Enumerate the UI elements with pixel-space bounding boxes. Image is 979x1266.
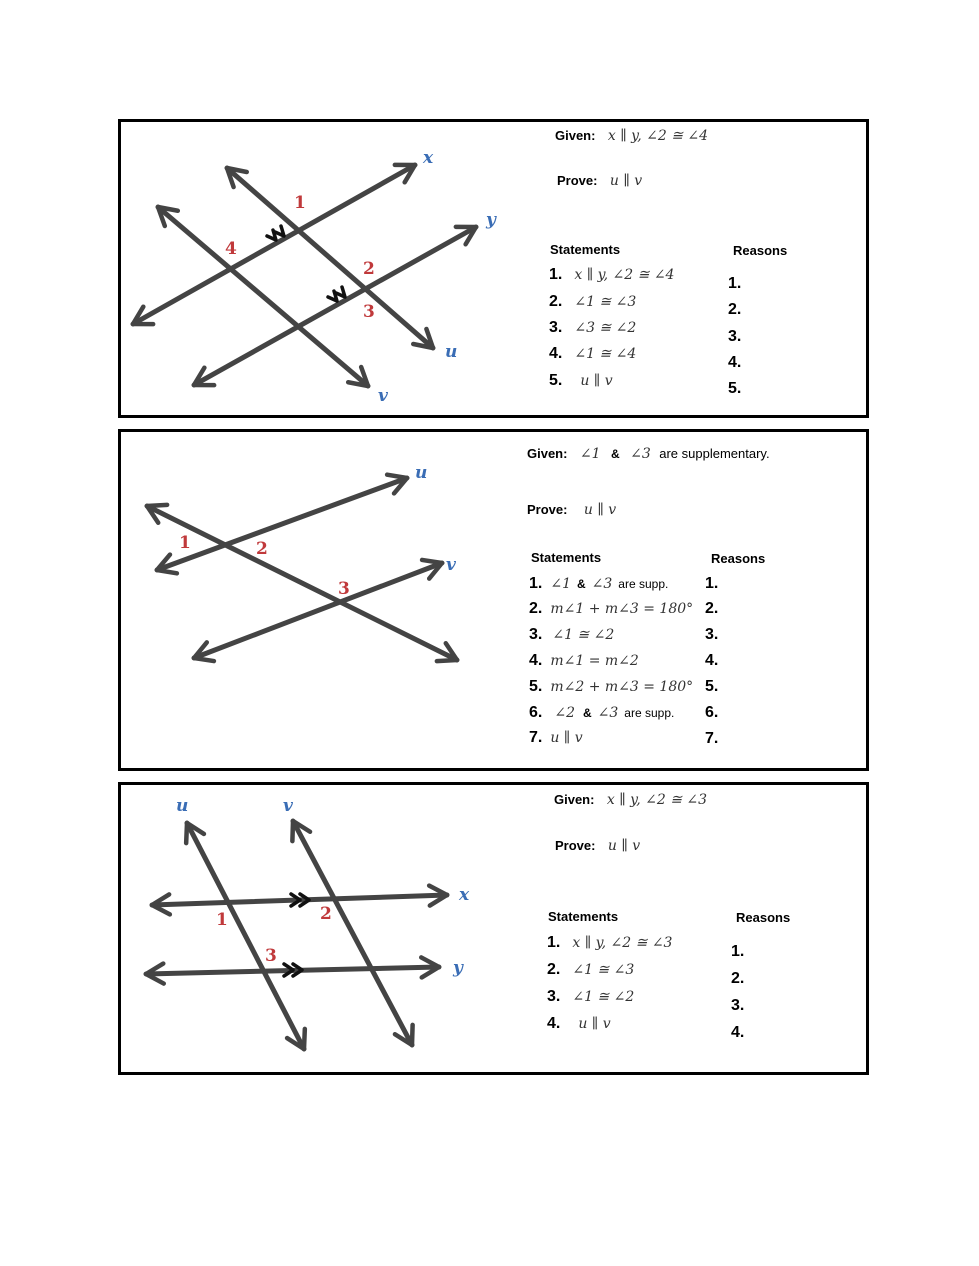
reason-row: 5. (705, 678, 719, 695)
reason-row: 1. (728, 275, 742, 292)
line-label-u: u (415, 463, 428, 483)
statement-row: 7. u ∥ v (529, 729, 583, 746)
angle-label-2: 2 (320, 904, 332, 924)
reason-row: 4. (731, 1024, 745, 1041)
reasons-header: Reasons (711, 551, 766, 566)
prove-text: u ∥ v (609, 173, 643, 189)
reason-row: 1. (731, 943, 745, 960)
reason-row: 3. (728, 328, 742, 345)
proof-panel-3 (118, 782, 869, 1075)
line-u (187, 823, 304, 1049)
figure-1 (121, 122, 541, 415)
line-label-x: x (459, 885, 470, 905)
statement-row: 3. ∠1 ≅ ∠2 (529, 626, 615, 643)
given-3 (554, 791, 707, 809)
line-label-y: y (486, 210, 496, 230)
proof-panel-2 (118, 429, 869, 771)
statement-row: 6. ∠2 & ∠3 are supp. (529, 704, 675, 721)
angle-label-1: 1 (294, 193, 306, 213)
reasons-header: Reasons (736, 910, 791, 925)
given-label: Given: (554, 792, 595, 807)
angle-label-4: 4 (225, 239, 237, 259)
statement-row: 2. m∠1 + m∠3 = 180° (529, 600, 694, 617)
prove-3 (555, 837, 640, 855)
line-x (133, 165, 415, 324)
given-label: Given: (527, 446, 568, 461)
given-text: x ∥ y, ∠2 ≅ ∠4 (607, 128, 709, 144)
proof-panel-1 (118, 119, 869, 418)
angle-label-3: 3 (265, 946, 277, 966)
line-label-v: v (283, 796, 293, 816)
reason-row: 3. (731, 997, 745, 1014)
statement-row: 5. m∠2 + m∠3 = 180° (529, 678, 694, 695)
line-label-u: u (445, 342, 458, 362)
reason-row: 4. (728, 354, 742, 371)
statement-row: 4. u ∥ v (547, 1015, 611, 1032)
statement-row: 3. ∠1 ≅ ∠2 (547, 988, 635, 1005)
prove-text: u ∥ v (583, 502, 617, 518)
given-text: x ∥ y, ∠2 ≅ ∠3 (606, 792, 708, 808)
angle-label-1: 1 (179, 533, 191, 553)
reason-row: 2. (728, 301, 742, 318)
statements-header: Statements (531, 550, 602, 565)
line-label-v: v (378, 386, 388, 406)
angle-label-2: 2 (363, 259, 375, 279)
line-label-y: y (453, 958, 463, 978)
figure-2 (121, 432, 541, 768)
statement-row: 5. u ∥ v (549, 372, 613, 389)
prove-1 (557, 172, 642, 190)
line-u (227, 168, 433, 348)
line-v (194, 563, 442, 658)
angle-label-1: 1 (216, 910, 228, 930)
statement-row: 1. ∠1 & ∠3 are supp. (529, 575, 669, 592)
statements-header: Statements (548, 909, 619, 924)
prove-label: Prove: (557, 173, 598, 188)
transversal (147, 506, 457, 660)
angle-label-2: 2 (256, 539, 268, 559)
prove-text: u ∥ v (607, 838, 641, 854)
prove-2 (527, 501, 616, 519)
statement-row: 1. x ∥ y, ∠2 ≅ ∠4 (549, 266, 675, 283)
reason-row: 6. (705, 704, 719, 721)
given-1 (555, 127, 708, 145)
statements-header: Statements (550, 242, 621, 257)
line-label-x: x (423, 148, 434, 168)
line-u (157, 478, 407, 570)
statement-row: 4. m∠1 = m∠2 (529, 652, 639, 669)
given-2: Given: ∠1 & ∠3 are supplementary. (527, 446, 770, 462)
statement-row: 4. ∠1 ≅ ∠4 (549, 345, 637, 362)
reason-row: 7. (705, 730, 719, 747)
reason-row: 5. (728, 380, 742, 397)
statement-row: 2. ∠1 ≅ ∠3 (547, 961, 635, 978)
statement-row: 3. ∠3 ≅ ∠2 (549, 319, 637, 336)
statement-row: 1. x ∥ y, ∠2 ≅ ∠3 (547, 934, 673, 951)
reason-row: 2. (705, 600, 719, 617)
given-label: Given: (555, 128, 596, 143)
figure-3 (121, 785, 541, 1072)
angle-label-3: 3 (363, 302, 375, 322)
reasons-header: Reasons (733, 243, 788, 258)
line-label-v: v (446, 555, 456, 575)
prove-label: Prove: (527, 502, 568, 517)
angle-label-3: 3 (338, 579, 350, 599)
statement-row: 2. ∠1 ≅ ∠3 (549, 293, 637, 310)
line-label-u: u (176, 796, 189, 816)
parallel-mark-y (328, 287, 345, 301)
prove-label: Prove: (555, 838, 596, 853)
line-v (293, 821, 412, 1045)
reason-row: 3. (705, 626, 719, 643)
reason-row: 2. (731, 970, 745, 987)
reason-row: 4. (705, 652, 719, 669)
reason-row: 1. (705, 575, 719, 592)
